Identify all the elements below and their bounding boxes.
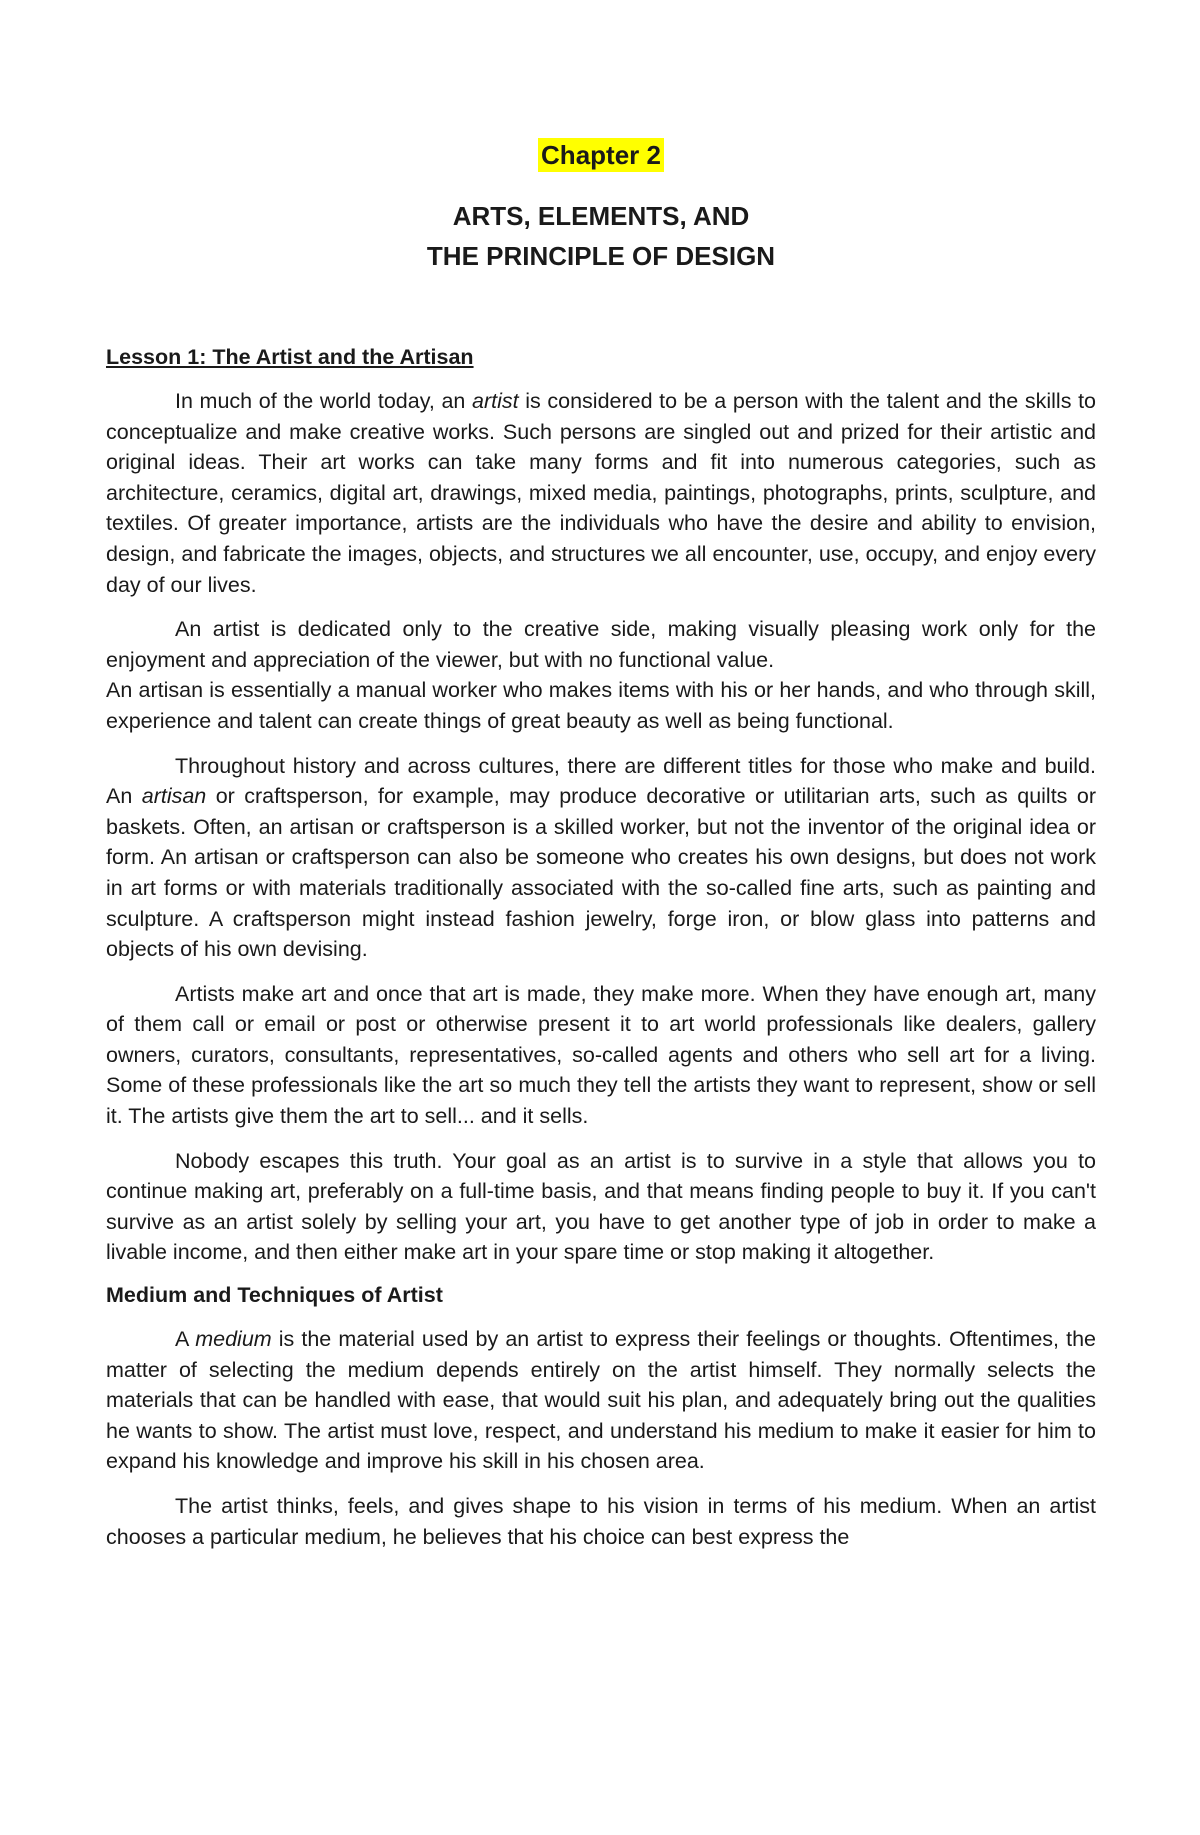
chapter-title-line-1: ARTS, ELEMENTS, AND (452, 201, 750, 231)
paragraph-5: Nobody escapes this truth. Your goal as an artist is to survive in a style that allows you to continue making art, preferably on a full-time basis, and that means finding people to buy it. If you can't survive as an artist solely by selling your art, you have to get another type of job in order to make a livable income, and then either make art in your spare time or stop making it altogether. (106, 1148, 1096, 1265)
paragraph-3 (106, 751, 1096, 965)
paragraph-4: Artists make art and once that art is made, they make more. When they have enough art, many of them call or email or post or otherwise present it to art world professionals like dealers, gallery owners, curators, consultants, representatives, so-called agents and others who sell art for a living. Some of these professionals like the art so much they tell the artists they want to represent, show or sell it. The artists give them the art to sell... and it sells. (106, 981, 1096, 1129)
paragraph-6-text-a: A (175, 1327, 196, 1352)
paragraph-1-emphasis: artist (472, 389, 519, 413)
document-page (106, 138, 1096, 1552)
paragraph-1-text-b: is considered to be a person with the talent and the skills to conceptualize and make creative works. Such persons are singled out and prized for their artistic and original ideas. Their art works can take many forms and fit into numerous categories, such as architecture, ceramics, digital art, drawings, mixed media, paintings, photographs, prints, sculpture, and textiles. Of greater importance, artists are the individuals who have the desire and ability to envision, design, and fabricate the images, objects, and structures we all encounter, use, occupy, and enjoy every day of our lives. (106, 389, 1097, 597)
paragraph-2-text-a: An artist is dedicated only to the creative side, making visually pleasing work only for the enjoyment and appreciation of the viewer, but with no functional value. (106, 617, 1096, 672)
chapter-label: Chapter 2 (538, 138, 664, 172)
paragraph-2 (106, 614, 1096, 736)
paragraph-6-text-b: is the material used by an artist to express their feelings or thoughts. Oftentimes, the matter of selecting the medium depends entirely on the artist himself. They normally selects the materials that can be handled with ease, that would suit his plan, and adequately bring out the qualities he wants to show. The artist must love, respect, and understand his medium to make it easier for him to expand his knowledge and improve his skill in his chosen area. (106, 1327, 1096, 1474)
paragraph-6 (106, 1324, 1096, 1477)
paragraph-3-text-a: Throughout history and across cultures, there are different titles for those who make and build. An (106, 753, 1096, 809)
paragraph-1 (106, 386, 1096, 600)
paragraph-1-text-a: In much of the world today, an (175, 389, 472, 413)
lesson-heading: Lesson 1: The Artist and the Artisan (106, 345, 474, 369)
chapter-label-wrap (106, 138, 1096, 172)
paragraph-6-emphasis: medium (195, 1327, 272, 1352)
paragraph-2-text-b: An artisan is essentially a manual worker who makes items with his or her hands, and who through skill, experience and talent can create things of great beauty as well as being functional. (106, 678, 1096, 733)
section-heading-medium: Medium and Techniques of Artist (106, 1283, 443, 1308)
chapter-title (106, 196, 1096, 276)
chapter-title-line-2: THE PRINCIPLE OF DESIGN (426, 241, 776, 271)
paragraph-3-emphasis: artisan (141, 784, 207, 809)
paragraph-3-text-b: or craftsperson, for example, may produce decorative or utilitarian arts, such as quilts or baskets. Often, an artisan or craftsperson is a skilled worker, but not the inventor of the original idea or form. An artisan or craftsperson can also be someone who creates his own designs, but does not work in art forms or with materials traditionally associated with the so-called fine arts, such as painting and sculpture. A craftsperson might instead fashion jewelry, forge iron, or blow glass into patterns and objects of his own devising. (106, 784, 1096, 962)
paragraph-7: The artist thinks, feels, and gives shape to his vision in terms of his medium. When an artist chooses a particular medium, he believes that his choice can best express the (106, 1494, 1096, 1549)
